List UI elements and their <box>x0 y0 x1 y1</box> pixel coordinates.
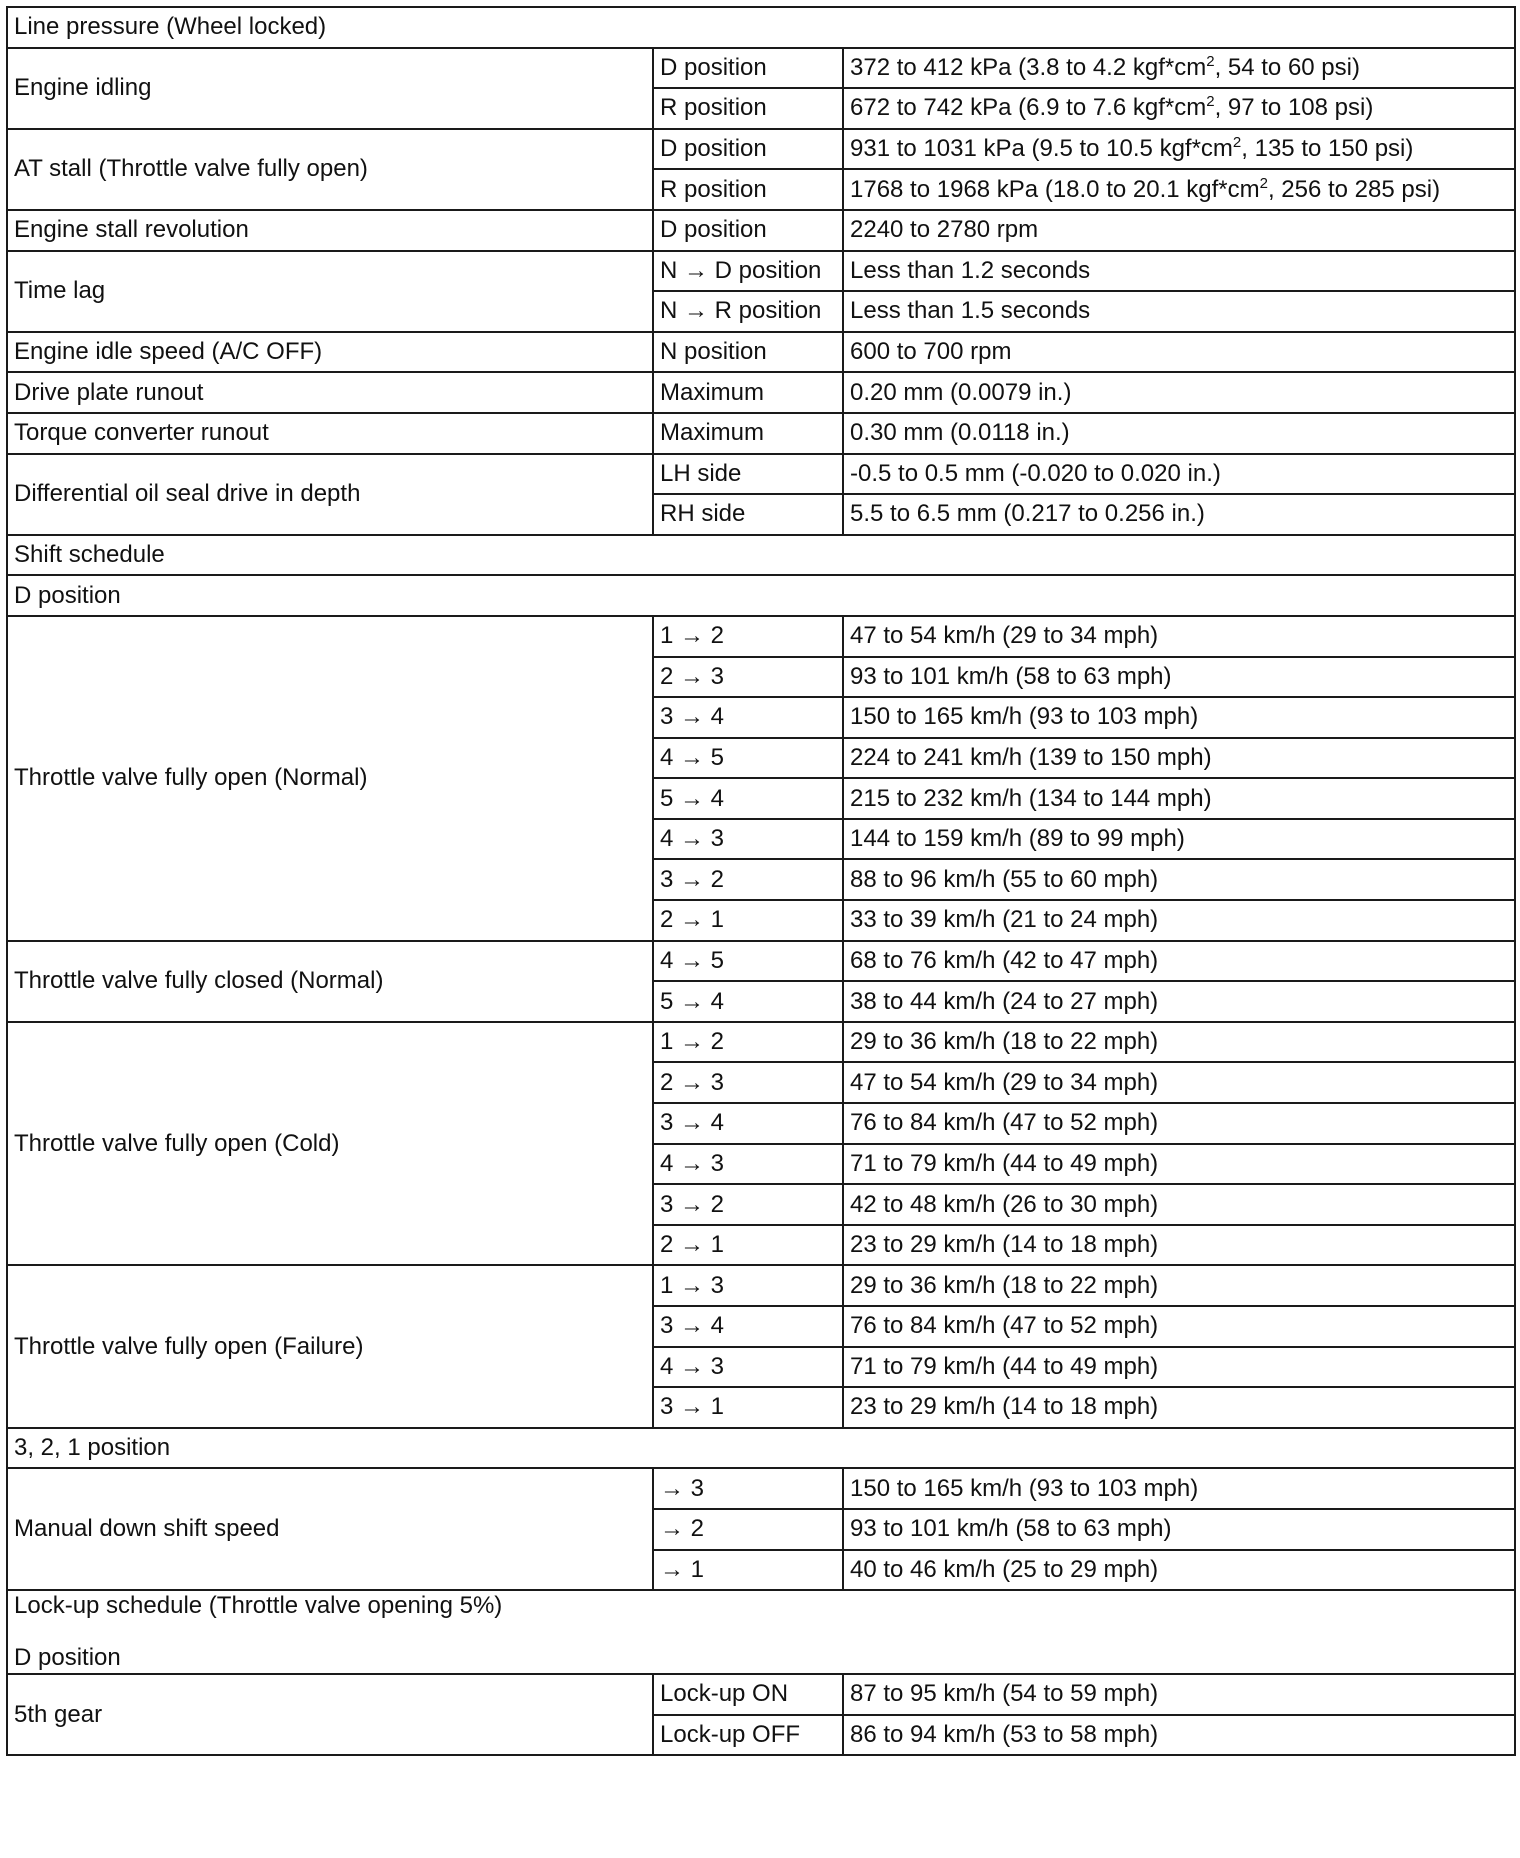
shift-cell: 5 → 4 <box>653 778 843 819</box>
torque-converter-label: Torque converter runout <box>7 413 653 454</box>
table-row <box>7 1674 1515 1715</box>
speed-value: 215 to 232 km/h (134 to 144 mph) <box>843 778 1515 819</box>
lockup-header: Lock-up schedule (Throttle valve opening 5%) <box>14 1592 503 1620</box>
idle-speed-label: Engine idle speed (A/C OFF) <box>7 332 653 373</box>
position-cell: Maximum <box>653 372 843 413</box>
drive-plate-label: Drive plate runout <box>7 372 653 413</box>
fifth-gear-label: 5th gear <box>7 1674 653 1755</box>
shift-cell: → 1 <box>653 1550 843 1591</box>
speed-value: 38 to 44 km/h (24 to 27 mph) <box>843 981 1515 1022</box>
line-pressure-header: Line pressure (Wheel locked) <box>7 7 1515 48</box>
pressure-value: 372 to 412 kPa (3.8 to 4.2 $kgf*cm^2$, 54 to 60 psi) <box>843 48 1515 89</box>
speed-value: 93 to 101 km/h (58 to 63 mph) <box>843 657 1515 698</box>
shift-cell: 3 → 2 <box>653 1184 843 1225</box>
pressure-value: 931 to 1031 kPa (9.5 to 10.5 $kgf*cm^2$, 135 to 150 psi) <box>843 129 1515 170</box>
lockup-d-position: D position <box>14 1644 121 1672</box>
shift-cell: 5 → 4 <box>653 981 843 1022</box>
shift-cell: → 3 <box>653 1468 843 1509</box>
speed-value: 68 to 76 km/h (42 to 47 mph) <box>843 941 1515 982</box>
table-row <box>7 372 1515 413</box>
engine-stall-label: Engine stall revolution <box>7 210 653 251</box>
table-row <box>7 210 1515 251</box>
at-stall-label: AT stall (Throttle valve fully open) <box>7 129 653 210</box>
lockup-state-cell: Lock-up OFF <box>653 1715 843 1756</box>
table-row <box>7 616 1515 657</box>
speed-value: 86 to 94 km/h (53 to 58 mph) <box>843 1715 1515 1756</box>
value-cell: 0.20 mm (0.0079 in.) <box>843 372 1515 413</box>
value-cell: 5.5 to 6.5 mm (0.217 to 0.256 in.) <box>843 494 1515 535</box>
position-cell: RH side <box>653 494 843 535</box>
speed-value: 87 to 95 km/h (54 to 59 mph) <box>843 1674 1515 1715</box>
value-cell: -0.5 to 0.5 mm (-0.020 to 0.020 in.) <box>843 454 1515 495</box>
table-row <box>7 1022 1515 1063</box>
shift-cell: 1 → 3 <box>653 1265 843 1306</box>
table-row <box>7 251 1515 292</box>
speed-value: 47 to 54 km/h (29 to 34 mph) <box>843 616 1515 657</box>
table-row <box>7 413 1515 454</box>
shift-cell: 1 → 2 <box>653 1022 843 1063</box>
shift-cell: 3 → 4 <box>653 697 843 738</box>
d-position-header: D position <box>7 575 1515 616</box>
position-cell: N position <box>653 332 843 373</box>
value-cell: Less than 1.2 seconds <box>843 251 1515 292</box>
shift-cell: 3 → 4 <box>653 1103 843 1144</box>
speed-value: 42 to 48 km/h (26 to 30 mph) <box>843 1184 1515 1225</box>
speed-value: 76 to 84 km/h (47 to 52 mph) <box>843 1306 1515 1347</box>
speed-value: 23 to 29 km/h (14 to 18 mph) <box>843 1387 1515 1428</box>
group-label: Throttle valve fully open (Normal) <box>7 616 653 941</box>
speed-value: 47 to 54 km/h (29 to 34 mph) <box>843 1062 1515 1103</box>
shift-cell: 4 → 5 <box>653 941 843 982</box>
shift-cell: 3 → 1 <box>653 1387 843 1428</box>
shift-cell: 2 → 3 <box>653 1062 843 1103</box>
shift-cell: 4 → 3 <box>653 1347 843 1388</box>
position-cell: N → D position <box>653 251 843 292</box>
table-row <box>7 454 1515 495</box>
shift-cell: 4 → 3 <box>653 1144 843 1185</box>
position-321-header: 3, 2, 1 position <box>7 1428 1515 1469</box>
diff-seal-label: Differential oil seal drive in depth <box>7 454 653 535</box>
speed-value: 76 to 84 km/h (47 to 52 mph) <box>843 1103 1515 1144</box>
table-row <box>7 48 1515 89</box>
speed-value: 224 to 241 km/h (139 to 150 mph) <box>843 738 1515 779</box>
shift-cell: 2 → 1 <box>653 1225 843 1266</box>
speed-value: 23 to 29 km/h (14 to 18 mph) <box>843 1225 1515 1266</box>
specification-table <box>6 6 1516 1756</box>
section-header-row <box>7 575 1515 616</box>
speed-value: 144 to 159 km/h (89 to 99 mph) <box>843 819 1515 860</box>
group-label: Throttle valve fully open (Cold) <box>7 1022 653 1266</box>
shift-cell: 4 → 3 <box>653 819 843 860</box>
table-row <box>7 1468 1515 1509</box>
value-cell: 2240 to 2780 rpm <box>843 210 1515 251</box>
speed-value: 40 to 46 km/h (25 to 29 mph) <box>843 1550 1515 1591</box>
section-header-row <box>7 1428 1515 1469</box>
table-row <box>7 129 1515 170</box>
section-header-row <box>7 7 1515 48</box>
shift-cell: 4 → 5 <box>653 738 843 779</box>
shift-cell: 3 → 2 <box>653 859 843 900</box>
position-cell: D position <box>653 210 843 251</box>
position-cell: LH side <box>653 454 843 495</box>
position-cell: D position <box>653 48 843 89</box>
time-lag-label: Time lag <box>7 251 653 332</box>
position-cell: Maximum <box>653 413 843 454</box>
position-cell: D position <box>653 129 843 170</box>
section-header-row <box>7 535 1515 576</box>
group-label: Throttle valve fully closed (Normal) <box>7 941 653 1022</box>
shift-cell: 2 → 3 <box>653 657 843 698</box>
lockup-section <box>7 1590 1515 1674</box>
spec-sheet <box>6 6 1514 1756</box>
speed-value: 29 to 36 km/h (18 to 22 mph) <box>843 1022 1515 1063</box>
speed-value: 71 to 79 km/h (44 to 49 mph) <box>843 1144 1515 1185</box>
table-row <box>7 941 1515 982</box>
position-cell: R position <box>653 88 843 129</box>
manual-down-shift-label: Manual down shift speed <box>7 1468 653 1590</box>
position-cell: R position <box>653 169 843 210</box>
speed-value: 88 to 96 km/h (55 to 60 mph) <box>843 859 1515 900</box>
value-cell: Less than 1.5 seconds <box>843 291 1515 332</box>
speed-value: 93 to 101 km/h (58 to 63 mph) <box>843 1509 1515 1550</box>
shift-cell: 2 → 1 <box>653 900 843 941</box>
pressure-value: 672 to 742 kPa (6.9 to 7.6 $kgf*cm^2$, 97 to 108 psi) <box>843 88 1515 129</box>
speed-value: 150 to 165 km/h (93 to 103 mph) <box>843 1468 1515 1509</box>
engine-idling-label: Engine idling <box>7 48 653 129</box>
shift-cell: → 2 <box>653 1509 843 1550</box>
group-label: Throttle valve fully open (Failure) <box>7 1265 653 1427</box>
section-header-row <box>7 1590 1515 1674</box>
position-cell: N → R position <box>653 291 843 332</box>
shift-cell: 3 → 4 <box>653 1306 843 1347</box>
speed-value: 150 to 165 km/h (93 to 103 mph) <box>843 697 1515 738</box>
table-row <box>7 1265 1515 1306</box>
lockup-state-cell: Lock-up ON <box>653 1674 843 1715</box>
value-cell: 0.30 mm (0.0118 in.) <box>843 413 1515 454</box>
speed-value: 71 to 79 km/h (44 to 49 mph) <box>843 1347 1515 1388</box>
shift-cell: 1 → 2 <box>653 616 843 657</box>
pressure-value: 1768 to 1968 kPa (18.0 to 20.1 $kgf*cm^2$, 256 to 285 psi) <box>843 169 1515 210</box>
shift-schedule-header: Shift schedule <box>7 535 1515 576</box>
speed-value: 29 to 36 km/h (18 to 22 mph) <box>843 1265 1515 1306</box>
value-cell: 600 to 700 rpm <box>843 332 1515 373</box>
speed-value: 33 to 39 km/h (21 to 24 mph) <box>843 900 1515 941</box>
table-row <box>7 332 1515 373</box>
